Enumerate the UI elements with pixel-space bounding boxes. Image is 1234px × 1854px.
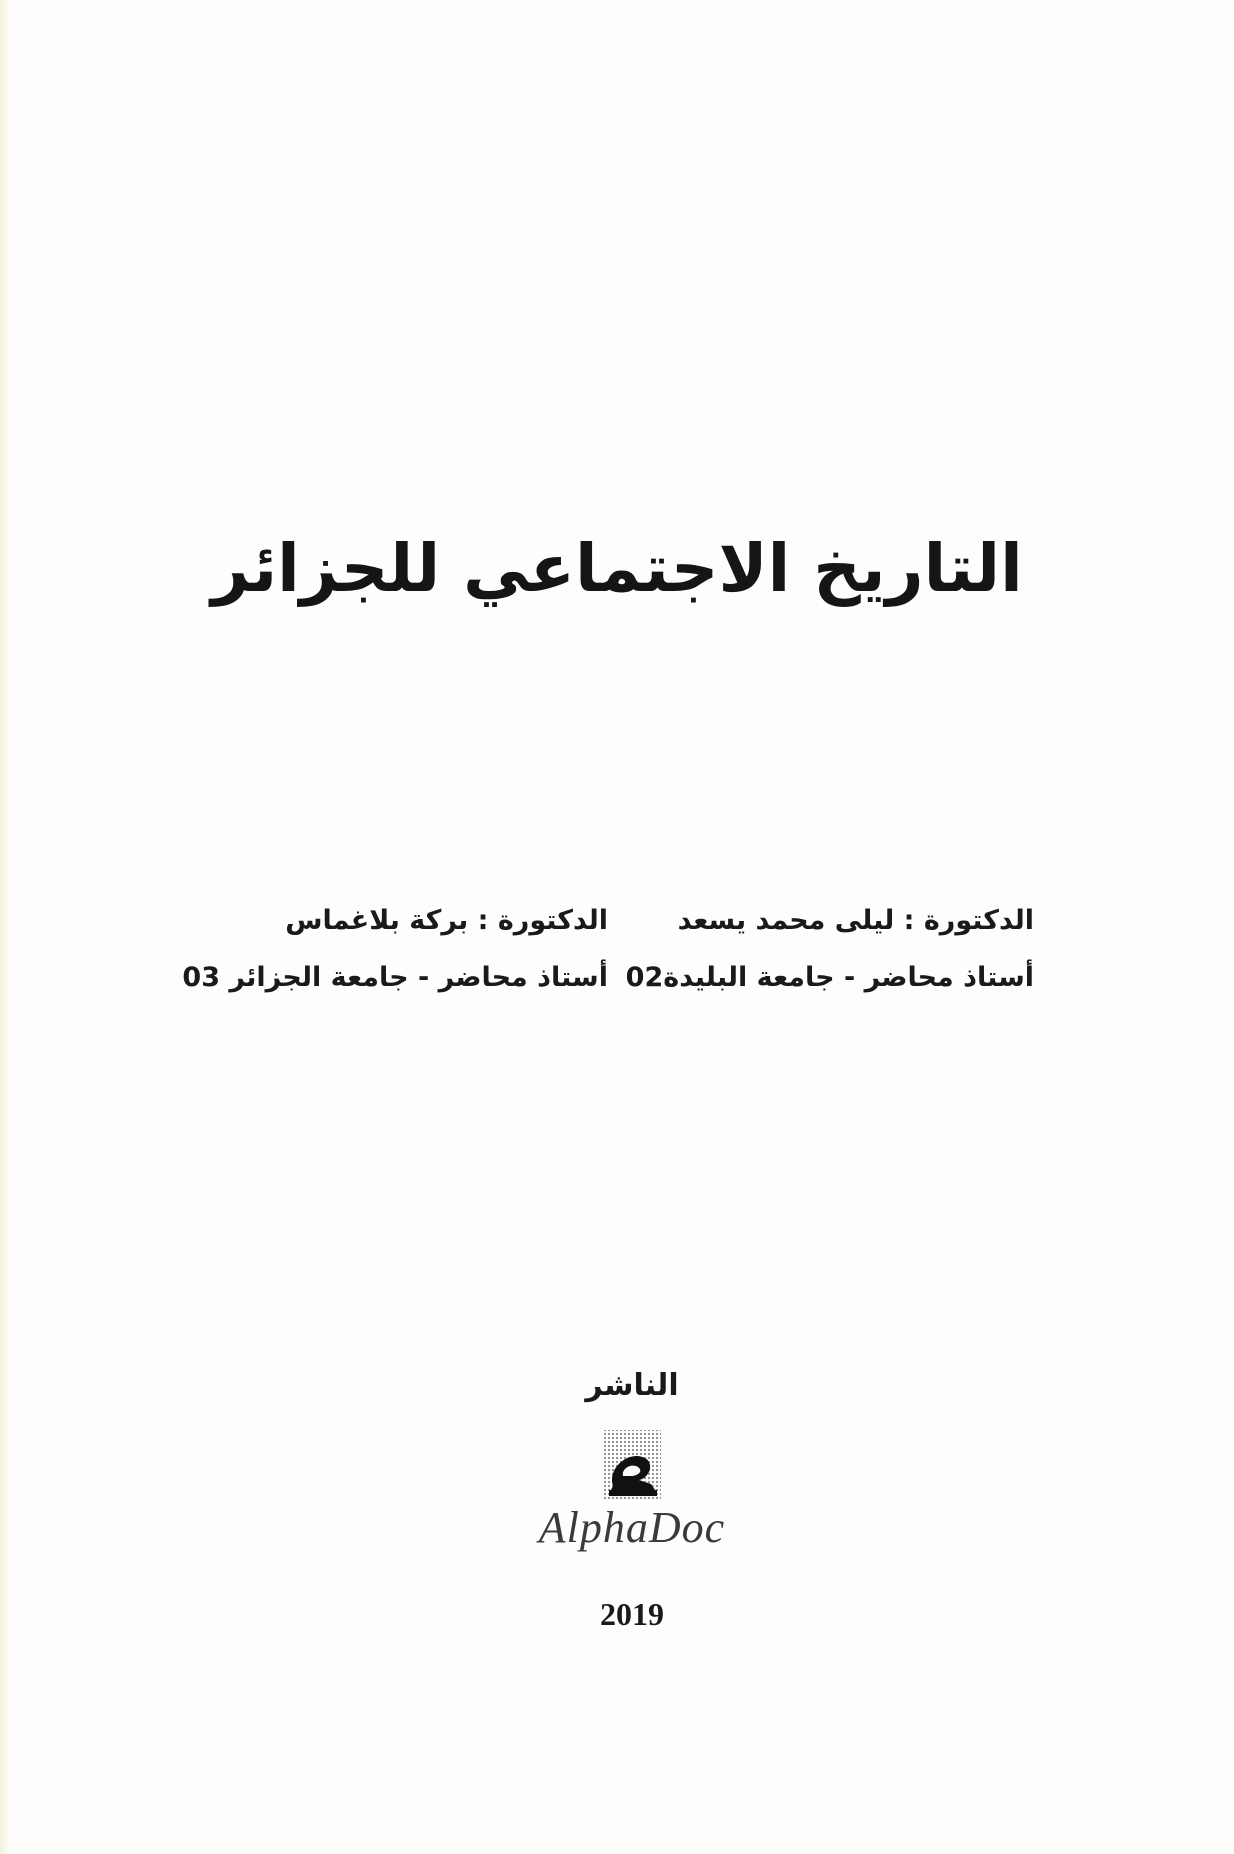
author-2-affiliation: أستاذ محاضر - جامعة الجزائر 03 [182,962,608,993]
author-2-name: الدكتورة : بركة بلاغماس [285,905,608,936]
author-1-affiliation: أستاذ محاضر - جامعة البليدة02 [625,962,1034,993]
binding-edge [0,0,10,1854]
publisher-label: الناشر [585,1368,679,1403]
book-title: التاريخ الاجتماعي للجزائر [211,530,1023,607]
publisher-logo [517,1428,747,1568]
alphadoc-logo-icon [599,1428,665,1504]
author-1-name: الدكتورة : ليلى محمد يسعد [677,905,1034,936]
author-2 [182,905,608,993]
author-1 [626,905,1034,993]
publication-year: 2019 [600,1596,664,1632]
publisher-logo-text: AlphaDoc [538,1503,726,1552]
